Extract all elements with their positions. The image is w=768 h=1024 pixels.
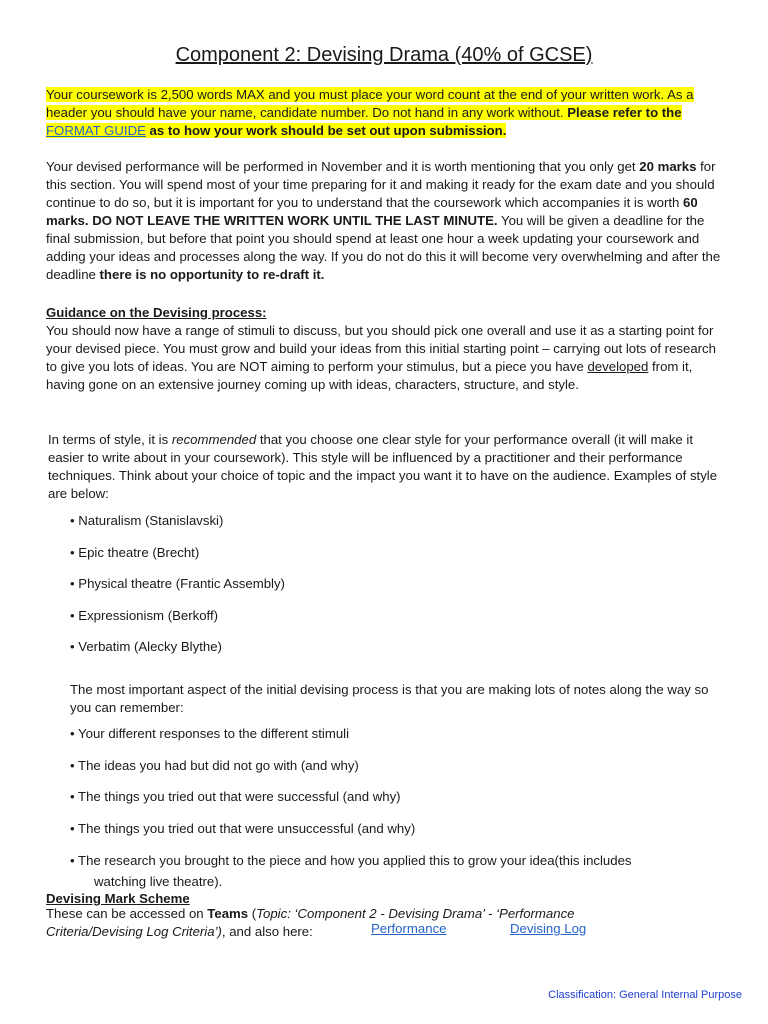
intro-highlight: Your coursework is 2,500 words MAX and you must place your word count at the end of your written work. As a header you should have your name, candidate number. Do not hand in any work without. Please refer to the FORMAT GUIDE as to how your work should be set out upon submission. xyxy=(46,87,694,138)
note-item: • The things you tried out that were successful (and why) xyxy=(70,789,401,804)
page-title: Component 2: Devising Drama (40% of GCSE) xyxy=(175,44,593,66)
devising-log-link[interactable]: Devising Log xyxy=(510,921,587,936)
style-item: • Physical theatre (Frantic Assembly) xyxy=(70,576,285,591)
intro-paragraph xyxy=(46,86,726,140)
performance-link[interactable]: Performance xyxy=(371,921,447,936)
note-item-continuation: watching live theatre). xyxy=(94,874,223,889)
submission-paragraph: Your devised performance will be performed in November and it is worth mentioning that you only get 20 marks for this section. You will spend most of your time preparing for it and making it ready for the exam date and you should continue to do so, but it is important for you to understand that the coursework which accompanies it is worth 60 marks. DO NOT LEAVE THE WRITTEN WORK UNTIL THE LAST MINUTE. You will be given a deadline for the final submission, but before that point you should spend at least one hour a week updating your coursework and adding your ideas and processes along the way. If you do not do this it will become very overwhelming and after the deadline there is no opportunity to re-draft it. xyxy=(46,159,721,282)
style-item: • Naturalism (Stanislavski) xyxy=(70,513,224,528)
guidance-paragraph: You should now have a range of stimuli to discuss, but you should pick one overall and use it as a starting point for your devised piece. You must grow and build your ideas from this initial starting point – carrying out lots of research to give you lots of ideas. You are NOT aiming to perform your stimulus, but a piece you have developed from it, having gone on an extensive journey coming up with ideas, characters, structure, and style. xyxy=(46,323,716,392)
classification-label: Classification: General Internal Purpose xyxy=(548,989,742,1001)
mark-scheme-paragraph: These can be accessed on Teams (Topic: ‘Component 2 - Devising Drama’ - ‘Performance Criteria/Devising Log Criteria’), and also here: xyxy=(46,906,575,939)
style-item: • Verbatim (Alecky Blythe) xyxy=(70,639,222,654)
note-item: • The ideas you had but did not go with (and why) xyxy=(70,758,359,773)
format-guide-link[interactable]: FORMAT GUIDE xyxy=(46,123,146,138)
note-item: • The research you brought to the piece and how you applied this to grow your idea(this includes xyxy=(70,853,632,868)
note-item: • The things you tried out that were unsuccessful (and why) xyxy=(70,821,416,836)
style-item: • Expressionism (Berkoff) xyxy=(70,608,219,623)
mark-scheme-heading: Devising Mark Scheme xyxy=(46,891,190,906)
notes-intro: The most important aspect of the initial devising process is that you are making lots of notes along the way so you can remember: xyxy=(70,682,709,715)
note-item: • Your different responses to the different stimuli xyxy=(70,726,350,741)
style-paragraph: In terms of style, it is recommended that you choose one clear style for your performance overall (it will make it easier to write about in your coursework). This style will be influenced by a practitioner and their performance techniques. Think about your choice of topic and the impact you want it to have on the audience. Examples of style are below: xyxy=(48,432,718,501)
style-item: • Epic theatre (Brecht) xyxy=(70,545,200,560)
guidance-heading: Guidance on the Devising process: xyxy=(46,305,267,320)
